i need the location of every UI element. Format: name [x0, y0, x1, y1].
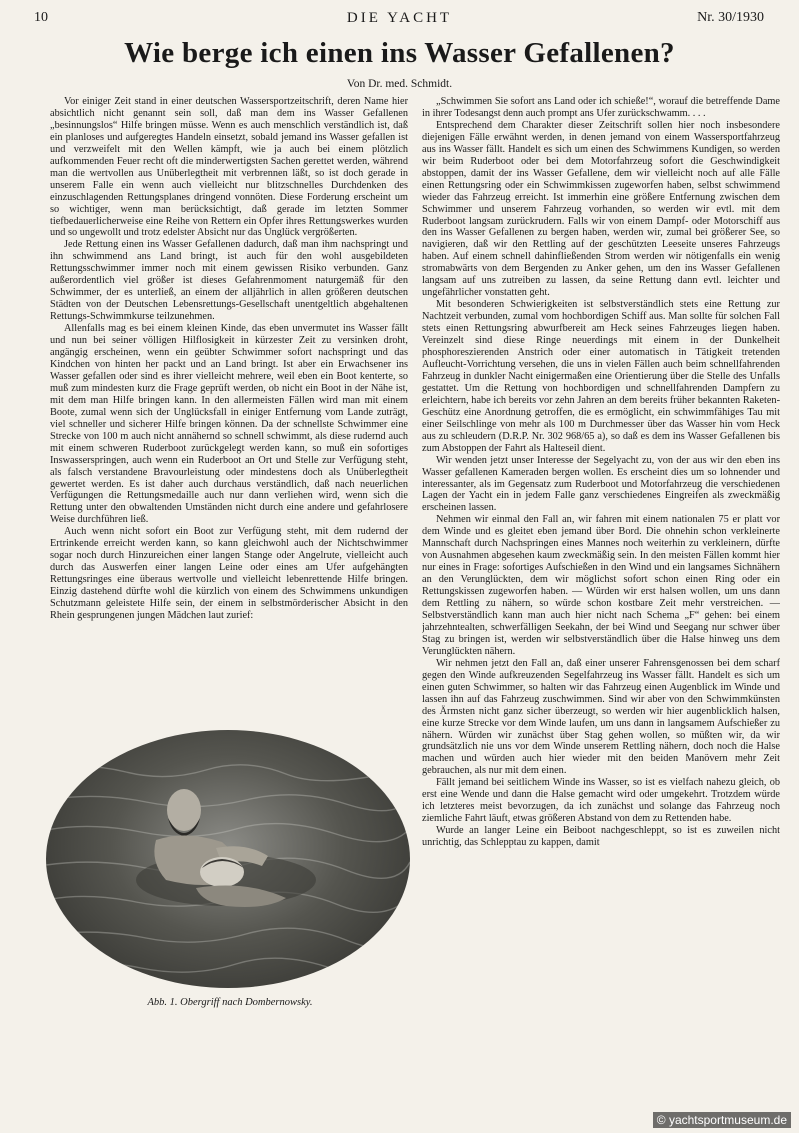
rescue-photo-illustration — [46, 730, 410, 988]
paragraph: Allenfalls mag es bei einem kleinen Kinde, das eben unvermutet ins Wasser fällt und nun bei seiner völligen Hilflosigkeit in kürzester Zeit zu versinken droht, angängig erscheinen, wenn ein geübter Schwimmer sofort nachspringt und das Kindchen von hinten her packt und an Land bringt. Ist aber ein Erwachsener ins Wasser gefallen oder sind es ihrer vielleicht mehrere, weil eben ein Boot kenterte, so muß zum mindesten kurz die Frage geprüft werden, ob nicht ein Boot in der Nähe ist, mit dem man Hilfe bringen kann. In den allermeisten Fällen wird man mit einem Boote, zumal wenn sich der Unglücksfall in einiger Entfernung vom Lande zuträgt, viel schneller und sicherer Hilfe bringen können. Da der schnellste Schwimmer eine Strecke von 100 m auch nicht annähernd so schnell schwimmt, als diese rudernd auch mit einem schweren Ruderboot zurückgelegt werden kann, so muß ein sofortiges Inswasserspringen, auch wenn ein Ruderboot an Ort und Stelle zur Verfügung steht, als falsch verstandene Bravourleistung oder mindestens doch als Unüberlegtheit gewertet werden. Es ist daher auch durchaus verständlich, daß nach neuerlichen Verfügungen die Rettungsmedaille auch nur dann verliehen wird, wenn sich die Rettung unter den obwaltenden Umständen nicht durch eine andere und gefahrlosere Weise durchführen ließ. — [50, 323, 408, 526]
right-column — [422, 96, 780, 1101]
paragraph: Auch wenn nicht sofort ein Boot zur Verfügung steht, mit dem rudernd der Ertrinkende erreicht werden kann, so kann gleichwohl auch der Nichtschwimmer sogar noch durch Hinzureichen einer langen Stange oder Angelrute, vielleicht auch durch das Auswerfen einer langen Leine oder eines am Ufer aufgehängten Rettungsringes eine überaus wertvolle und vielleicht lebenrettende Hilfe bringen. Einzig dastehend dürfte wohl die kürzlich von einem des Schwimmens unkundigen Schutzmann geleistete Hilfe sein, der einem in selbstmörderischer Absicht in den Rhein gesprungenen jungen Mädchen laut zurief: — [50, 526, 408, 621]
issue-number: Nr. 30/1930 — [697, 10, 764, 25]
figure-caption: Abb. 1. Obergriff nach Dombernowsky. — [147, 997, 313, 1008]
page-number: 10 — [34, 10, 48, 25]
paragraph: Entsprechend dem Charakter dieser Zeitschrift sollen hier noch insbesondere diejenigen Fälle erwähnt werden, in denen jemand von einem Wassersportfahrzeug aus ins Wasser fällt. Handelt es sich um einen des Schwimmens Kundigen, so werden wir beim Ruderboot oder bei dem Motorfahrzeug sofort die Geschwindigkeit abstoppen, damit der ins Wasser Gefallene, dem wir vielleicht noch auf alle Fälle einen Rettungsring oder ein Schwimmkissen zugeworfen haben, selbst schwimmend wieder das Fahrzeug erreicht. Ist immerhin eine größere Entfernung zwischen dem Schwimmer und unserem Fahrzeug vorhanden, so werden wir evtl. mit dem Ruderboot langsam zurückrudern. Falls wir von einem Dampf- oder Motorschiff aus den ins Wasser Gefallenen zu bergen haben, werden wir, zumal bei größerer See, so navigieren, daß wir den Rettling auf der geschützten Leeseite unseres Fahrzeugs haben. Auf einem schnell dahinfließenden Strom werden wir nötigenfalls ein wenig stromabwärts von dem Bergenden zu Anker gehen, um den ins Wasser Gefallenen langsam auf uns zutreiben zu lassen, da seine Rettung dann evtl. leichter und ungefährlicher vonstatten geht. — [422, 119, 780, 299]
magazine-title: DIE YACHT — [346, 10, 453, 26]
paragraph: Fällt jemand bei seitlichem Winde ins Wasser, so ist es vielfach nahezu gleich, ob erst eine Wende und dann die Halse gemacht wird oder umgekehrt. Trotzdem würde ich letzteres meist bevorzugen, da ich zunächst und solange das Fahrzeug noch ziemliche Fahrt läuft, etwas größeren Abstand von dem zu Rettenden habe. — [422, 777, 780, 825]
article-byline: Von Dr. med. Schmidt. — [346, 78, 453, 90]
paragraph: Wurde an langer Leine ein Beiboot nachgeschleppt, so ist es zuweilen nicht unrichtig, das Schlepptau zu kappen, damit — [422, 825, 780, 849]
paragraph: Wir nehmen jetzt den Fall an, daß einer unserer Fahrensgenossen bei dem scharf gegen den Winde aufkreuzenden Segelfahrzeug ins Wasser fällt. Handelt es sich um einen guten Schwimmer, so halten wir das Fahrzeug einen Augenblick im Winde und lassen ihn auf das Fahrzeug zuschwimmen. Sind wir aber von den Schwimmkünsten des Ärmsten nicht ganz sicher überzeugt, so werden wir hier augenblicklich halsen, eine kurze Strecke vor dem Winde laufen, um uns dann in langsamem Aufschießer zu nähern. Würden wir zunächst über Stag gehen wollen, so müßten wir, da wir grundsätzlich nie uns vor dem Winde unserem Rettling nähern, doch noch die Halse machen und würden auch hier wieder mit den beiden Manövern mehr Zeit gebrauchen, als nur mit dem einen. — [422, 657, 780, 777]
paragraph: Nehmen wir einmal den Fall an, wir fahren mit einem nationalen 75 er platt vor dem Winde und es gleitet eben jemand über Bord. Die ohnehin schon verkleinerte Mannschaft durch Nachspringen eines Mannes noch weiterhin zu verkleinern, dürfte von Ausnahmen abgesehen kaum zweckmäßig sein. In den meisten Fällen kommt hier nur eines in Frage: sofortiges Aufschießen in den Wind und ein langsames Sichnähern an den Verunglückten, dem wir möglichst sofort schon einen Ring oder ein Rettungskissen zugeworfen haben. — Würden wir erst halsen wollen, um uns dann dem Rettling zu nähern, so würde schon kostbare Zeit mehr verstreichen. — Selbstverständlich kann man auch hier nicht nach Schema „F“ gehen: bei einem jahrzehntealten, schwerfälligen Seekahn, der bei Wind und Seegang nur schwer über Stag zu bringen ist, werden wir selbstverständlich über die Halse hinweg uns dem Verunglückten nähern. — [422, 514, 780, 657]
rescue-photo — [46, 730, 410, 988]
copyright-credit: © yachtsportmuseum.de — [653, 1112, 791, 1128]
paragraph: Mit besonderen Schwierigkeiten ist selbstverständlich stets eine Rettung zur Nachtzeit verbunden, zumal vom hochbordigen Schiff aus. Man sollte für solchen Fall stets einen Rettungsring abwurfbereit am Heck seines Fahrzeuges liegen haben. Vereinzelt sind diese Ringe neuerdings mit einem in der Dunkelheit phosphoreszierenden Anstrich oder einer automatisch in Tätigkeit tretenden Aufleucht-Vorrichtung versehen, die uns in vielen Fällen auch beim schnellfahrenden Fahrzeug in dunkler Nacht einigermaßen eine Orientierung über die Stelle des Unfalls gestattet. Um die Rettung von hochbordigen und schnellfahrenden Dampfern zu erleichtern, habe ich bereits vor zehn Jahren an dem bereits früher bekannten Raketen-Geschütz eine Anordnung getroffen, die es ermöglicht, ein schwimmfähiges Tau mit einer Seilschlinge von mehr als 100 m Durchmesser über das Wasser hin vom Heck aus zu schleudern (D.R.P. Nr. 302 968/65 a), so daß es dem ins Wasser Gefallenen bis zum Abstoppen der Fahrt als Halteseil dient. — [422, 299, 780, 454]
left-column — [50, 96, 408, 720]
paragraph: Jede Rettung einen ins Wasser Gefallenen dadurch, daß man ihm nachspringt und ihn schwimmend ans Land bringt, ist auch für den wohl ausgebildeten Rettungsschwimmer immer noch mit einem gewissen Risiko verbunden. Ganz außerordentlich viel größer ist dieses Gefahrenmoment naturgemäß für den Schwimmer, der es unterließ, an einem der alljährlich in allen größeren deutschen Städten von der Deutschen Lebensrettungs-Gesellschaft unentgeltlich abgehaltenen Rettungs-Schwimmkurse teilzunehmen. — [50, 239, 408, 323]
article-title: Wie berge ich einen ins Wasser Gefallenen? — [124, 37, 675, 69]
paragraph: „Schwimmen Sie sofort ans Land oder ich schieße!“, worauf die betreffende Dame in ihrer Todesangst denn auch prompt ans Ufer zurückschwamm. . . . — [422, 96, 780, 119]
paragraph: Vor einiger Zeit stand in einer deutschen Wassersportzeitschrift, deren Name hier absichtlich nicht genannt sein soll, daß man dem ins Wasser Gefallenen „besinnungslos“ Hilfe bringen müsse. Wenn es auch menschlich verständlich ist, daß ein planloses und aufgeregtes Handeln einsetzt, sobald jemand ins Wasser gefallen ist und verzweifelt mit den Wellen kämpft, wie ja auch bei einem plötzlich aufkommenden Feuer recht oft die minderwertigsten Sachen gerettet werden, während man die wertvollen aus Unüberlegtheit mit verbrennen läßt, so ist doch gerade in unserem Falle ein wenn auch vielleicht nur blitzschnelles Durchdenken des einzuschlagenden Rettungsplanes dringend vonnöten. Diese Forderung erscheint um so wichtiger, wenn man berücksichtigt, daß gerade im letzten Sommer tiefbedauerlicherweise eine Reihe von Rettern ein Opfer ihres Rettungswerkes wurden und so ungewollt und trotz edelster Absicht nur das Unglück vergrößerten. — [50, 96, 408, 239]
paragraph: Wir wenden jetzt unser Interesse der Segelyacht zu, von der aus wir den eben ins Wasser gefallenen Kameraden bergen wollen. Es erscheint dies um so lohnender und interessanter, als im Gegensatz zum Ruderboot und Motorfahrzeug die verschiedenen Lagen der Yacht ein in jedem Falle ganz verschiedenes Eingreifen als zweckmäßig erscheinen lassen. — [422, 454, 780, 514]
